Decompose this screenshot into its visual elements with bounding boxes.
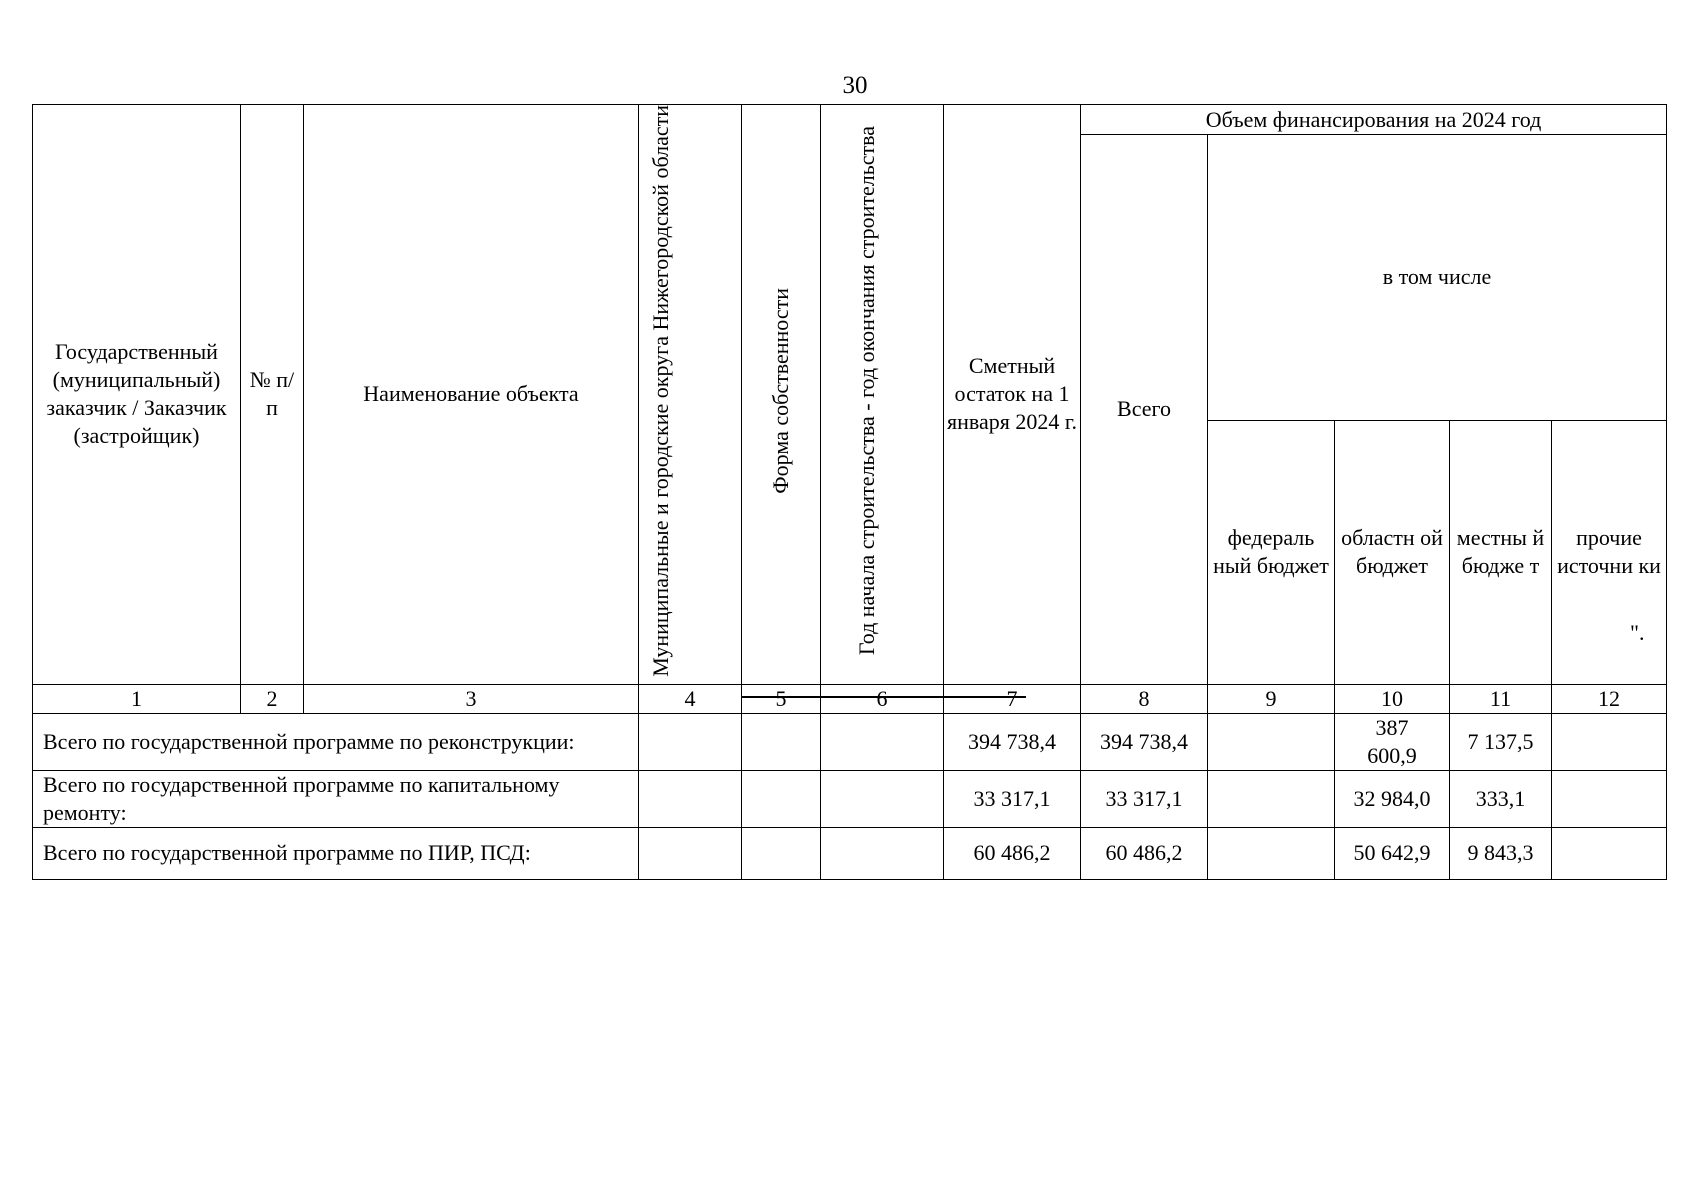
header-local: местны й бюдже т bbox=[1450, 420, 1552, 684]
empty-cell bbox=[742, 770, 821, 827]
row-regional bbox=[1335, 713, 1450, 770]
column-number: 2 bbox=[241, 684, 304, 713]
header-including: в том числе bbox=[1208, 135, 1667, 421]
column-number: 10 bbox=[1335, 684, 1450, 713]
row-federal bbox=[1208, 770, 1335, 827]
header-num: № п/п bbox=[241, 105, 304, 685]
header-municipality bbox=[639, 105, 742, 685]
empty-cell bbox=[821, 713, 944, 770]
header-municipality-text: Муниципальные и городские округа Нижегородской области bbox=[648, 105, 673, 677]
header-funding-group: Объем финансирования на 2024 год bbox=[1081, 105, 1667, 135]
column-number: 3 bbox=[304, 684, 639, 713]
row-label: Всего по государственной программе по реконструкции: bbox=[33, 713, 639, 770]
column-number: 4 bbox=[639, 684, 742, 713]
column-number: 7 bbox=[944, 684, 1081, 713]
column-number: 9 bbox=[1208, 684, 1335, 713]
row-total: 394 738,4 bbox=[1081, 713, 1208, 770]
table-row bbox=[33, 770, 1667, 827]
page-number: 30 bbox=[842, 72, 868, 99]
row-local: 333,1 bbox=[1450, 770, 1552, 827]
divider-line bbox=[742, 696, 1026, 698]
empty-cell bbox=[742, 827, 821, 879]
row-federal bbox=[1208, 827, 1335, 879]
row-other bbox=[1552, 827, 1667, 879]
row-label: Всего по государственной программе по ПИР, ПСД: bbox=[33, 827, 639, 879]
header-ownership-text: Форма собственности bbox=[768, 287, 793, 494]
empty-cell bbox=[639, 770, 742, 827]
row-other bbox=[1552, 770, 1667, 827]
row-other bbox=[1552, 713, 1667, 770]
header-years-text: Год начала строительства - год окончания строительства bbox=[854, 126, 879, 656]
header-object-name: Наименование объекта bbox=[304, 105, 639, 685]
empty-cell bbox=[639, 713, 742, 770]
empty-cell bbox=[821, 770, 944, 827]
header-total: Всего bbox=[1081, 135, 1208, 685]
header-regional: областн ой бюджет bbox=[1335, 420, 1450, 684]
row-regional-value: 387 600,9 bbox=[1367, 714, 1417, 768]
table-row bbox=[33, 713, 1667, 770]
header-customer: Государственный (муниципальный) заказчик / Заказчик (застройщик) bbox=[33, 105, 241, 685]
column-number: 5 bbox=[742, 684, 821, 713]
row-total: 60 486,2 bbox=[1081, 827, 1208, 879]
row-label: Всего по государственной программе по капитальному ремонту: bbox=[33, 770, 639, 827]
header-federal: федераль ный бюджет bbox=[1208, 420, 1335, 684]
empty-cell bbox=[742, 713, 821, 770]
column-number: 1 bbox=[33, 684, 241, 713]
table-row bbox=[33, 827, 1667, 879]
column-number-row bbox=[33, 684, 1667, 713]
empty-cell bbox=[821, 827, 944, 879]
closing-quote-mark: ". bbox=[1630, 620, 1645, 645]
row-regional: 50 642,9 bbox=[1335, 827, 1450, 879]
empty-cell bbox=[639, 827, 742, 879]
header-years bbox=[821, 105, 944, 685]
row-regional: 32 984,0 bbox=[1335, 770, 1450, 827]
funding-table bbox=[32, 104, 1667, 880]
row-estimate: 394 738,4 bbox=[944, 713, 1081, 770]
header-other: прочие источни ки bbox=[1552, 420, 1667, 684]
header-estimate: Сметный остаток на 1 января 2024 г. bbox=[944, 105, 1081, 685]
column-number: 8 bbox=[1081, 684, 1208, 713]
header-ownership bbox=[742, 105, 821, 685]
row-local: 7 137,5 bbox=[1450, 713, 1552, 770]
row-local: 9 843,3 bbox=[1450, 827, 1552, 879]
row-total: 33 317,1 bbox=[1081, 770, 1208, 827]
column-number: 6 bbox=[821, 684, 944, 713]
row-estimate: 33 317,1 bbox=[944, 770, 1081, 827]
row-estimate: 60 486,2 bbox=[944, 827, 1081, 879]
row-federal bbox=[1208, 713, 1335, 770]
column-number: 11 bbox=[1450, 684, 1552, 713]
column-number: 12 bbox=[1552, 684, 1667, 713]
